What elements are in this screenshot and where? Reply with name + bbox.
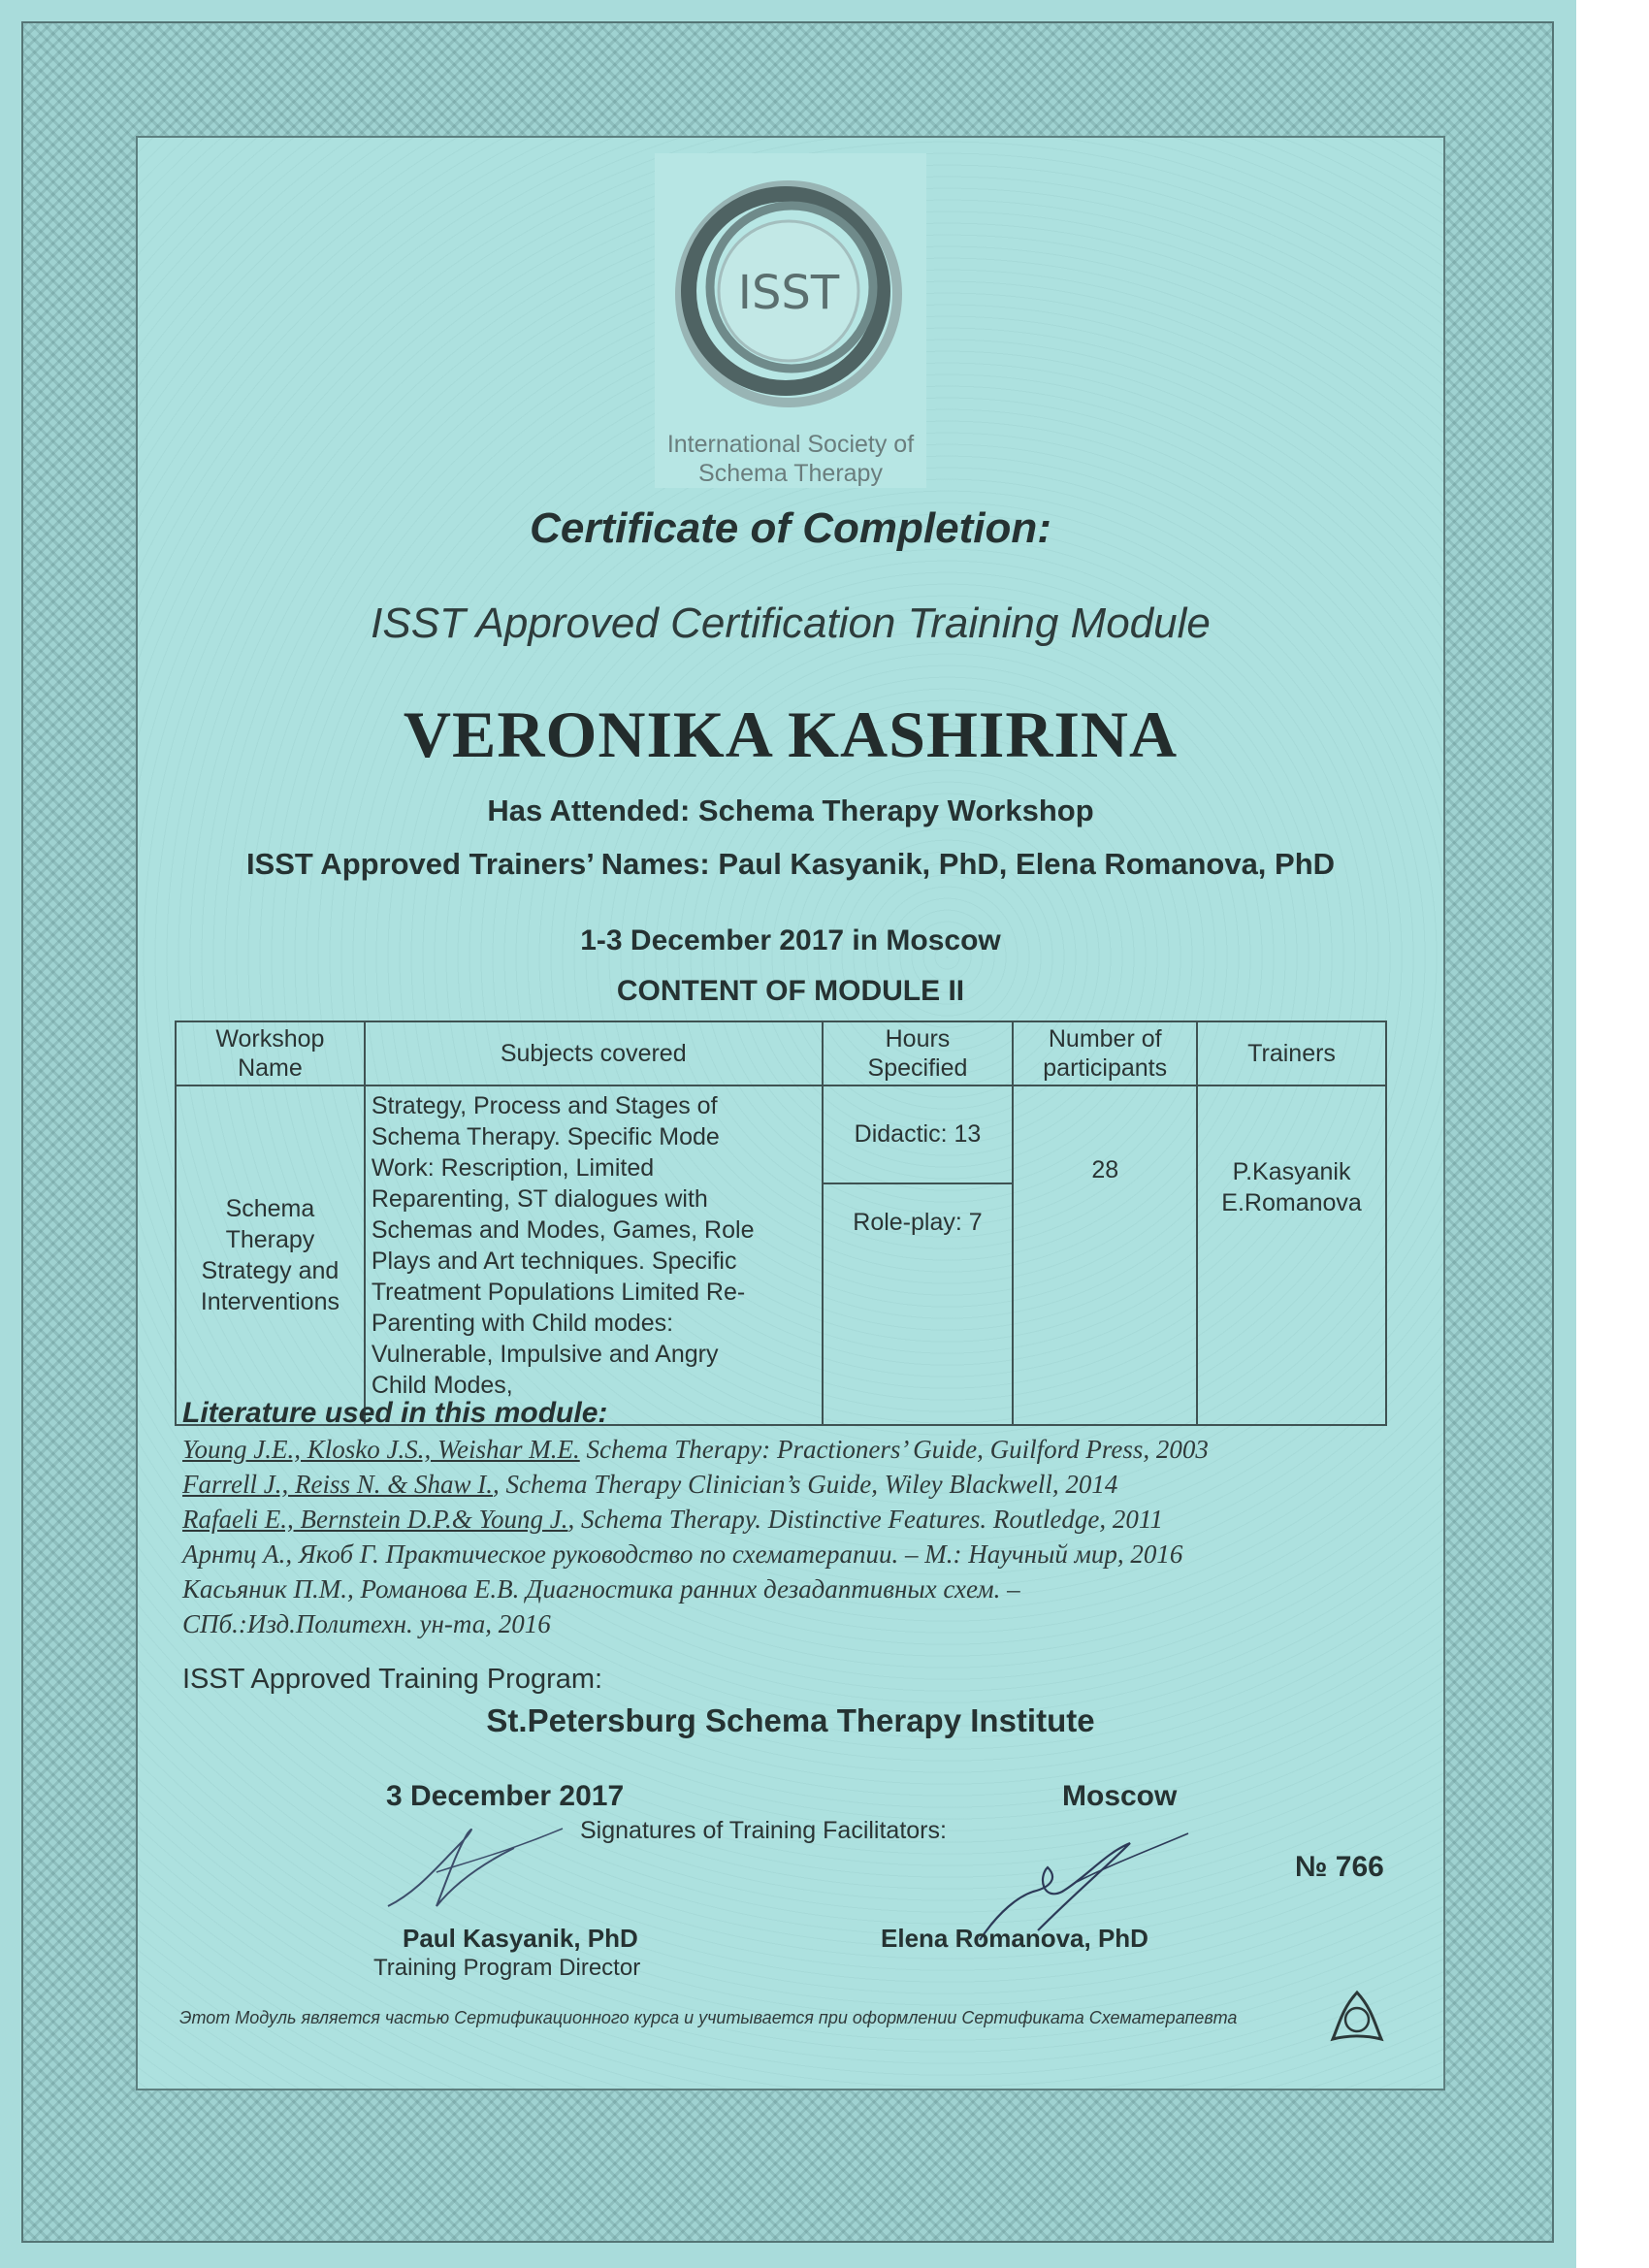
cell-didactic-hours: Didactic: 13 [823,1085,1014,1183]
triquetra-icon [1327,1987,1387,2047]
signature-kasyanik-icon [378,1814,572,1921]
literature-heading: Literature used in this module: [182,1397,608,1429]
certificate-number: № 766 [1295,1851,1384,1883]
header-text: Workshop [215,1025,325,1053]
signing-date: 3 December 2017 [386,1780,625,1812]
training-program-name: St.Petersburg Schema Therapy Institute [486,1702,1095,1738]
workshop-name-line: Therapy [225,1226,315,1253]
workshop-name-line: Interventions [200,1288,340,1315]
subject-line: Reparenting, ST dialogues with [371,1185,708,1213]
header-text: Name [238,1054,303,1082]
workshop-name-line: Schema [225,1195,315,1222]
trainer-name: P.Kasyanik [1232,1158,1351,1185]
literature-item [182,1606,1395,1641]
workshop-name-line: Strategy and [201,1257,340,1284]
literature-title: СПб.:Изд.Политехн. ун-та, 2016 [182,1609,551,1638]
cell-trainers [1197,1085,1386,1425]
subject-line: Work: Rescription, Limited [371,1154,655,1182]
workshop-dates: 1-3 December 2017 in Moscow [580,924,1001,956]
literature-title: Арнтц А., Якоб Г. Практическое руководство по схематерапии. – М.: Научный мир, 2016 [182,1539,1183,1569]
literature-title: Schema Therapy: Practioners’ Guide, Guilford Press, 2003 [579,1435,1209,1464]
subject-line: Treatment Populations Limited Re- [371,1279,746,1306]
literature-title: Касьяник П.М., Романова Е.В. Диагностика ранних дезадаптивных схем. – [182,1574,1020,1604]
subject-line: Schemas and Modes, Games, Role [371,1216,755,1244]
logo-org-line-1: International Society of [666,431,915,458]
subject-line: Plays and Art techniques. Specific [371,1247,737,1275]
subject-line: Child Modes, [371,1372,513,1399]
facilitator-1-role: Training Program Director [373,1955,641,1981]
cell-subjects [365,1085,823,1425]
literature-list [182,1432,1395,1641]
header-text: participants [1043,1054,1168,1082]
facilitator-1-name: Paul Kasyanik, PhD [403,1924,638,1953]
isst-logo-icon [667,173,910,415]
approved-trainers: ISST Approved Trainers’ Names: Paul Kasyanik, PhD, Elena Romanova, PhD [245,847,1336,881]
literature-title: , Schema Therapy. Distinctive Features. Routledge, 2011 [567,1505,1163,1534]
literature-authors: Young J.E., Klosko J.S., Weishar M.E. [182,1435,580,1464]
certificate-title: Certificate of Completion: [530,504,1051,552]
module-content-title: CONTENT OF MODULE II [616,975,965,1007]
literature-item [182,1537,1395,1571]
literature-title: , Schema Therapy Clinician’s Guide, Wiley Blackwell, 2014 [492,1470,1118,1499]
subject-line: Strategy, Process and Stages of [371,1092,718,1119]
subject-line: Schema Therapy. Specific Mode [371,1123,720,1150]
subject-line: Vulnerable, Impulsive and Angry [371,1341,719,1368]
header-hours [823,1021,1014,1085]
header-trainers: Trainers [1197,1021,1386,1085]
table-row [176,1085,1386,1183]
literature-authors: Rafaeli E., Bernstein D.P.& Young J. [182,1505,568,1534]
facilitator-2-name: Elena Romanova, PhD [881,1924,1148,1953]
certificate-subtitle: ISST Approved Certification Training Module [371,599,1211,647]
logo-org-line-2: Schema Therapy [698,460,883,487]
literature-item [182,1502,1395,1537]
literature-item [182,1432,1395,1467]
literature-authors: Farrell J., Reiss N. & Shaw I. [182,1470,493,1499]
literature-item [182,1571,1395,1606]
header-workshop-name [176,1021,365,1085]
recipient-name: VERONIKA KASHIRINA [403,697,1179,771]
module-content-table [175,1021,1387,1426]
footer-note: Этот Модуль является частью Сертификационного курса и учитывается при оформлении Сертификата Схематерапевта [179,2008,1238,2027]
cell-participants: 28 [1013,1085,1197,1425]
logo-text: ISST [737,266,840,320]
literature-item [182,1467,1395,1502]
trainer-name: E.Romanova [1221,1189,1362,1216]
signatures-label: Signatures of Training Facilitators: [580,1817,947,1844]
header-text: Specified [867,1054,968,1082]
training-program-label: ISST Approved Training Program: [182,1664,603,1695]
logo-organization-name [635,430,946,488]
attended-workshop: Has Attended: Schema Therapy Workshop [487,794,1094,827]
cell-roleplay-hours: Role-play: 7 [823,1183,1014,1425]
header-subjects: Subjects covered [365,1021,823,1085]
header-participants [1013,1021,1197,1085]
subject-line: Parenting with Child modes: [371,1310,674,1337]
table-header-row [176,1021,1386,1085]
signing-city: Moscow [1062,1780,1178,1812]
header-text: Hours [885,1025,951,1053]
cell-workshop-name [176,1085,365,1425]
header-text: Number of [1048,1025,1162,1053]
